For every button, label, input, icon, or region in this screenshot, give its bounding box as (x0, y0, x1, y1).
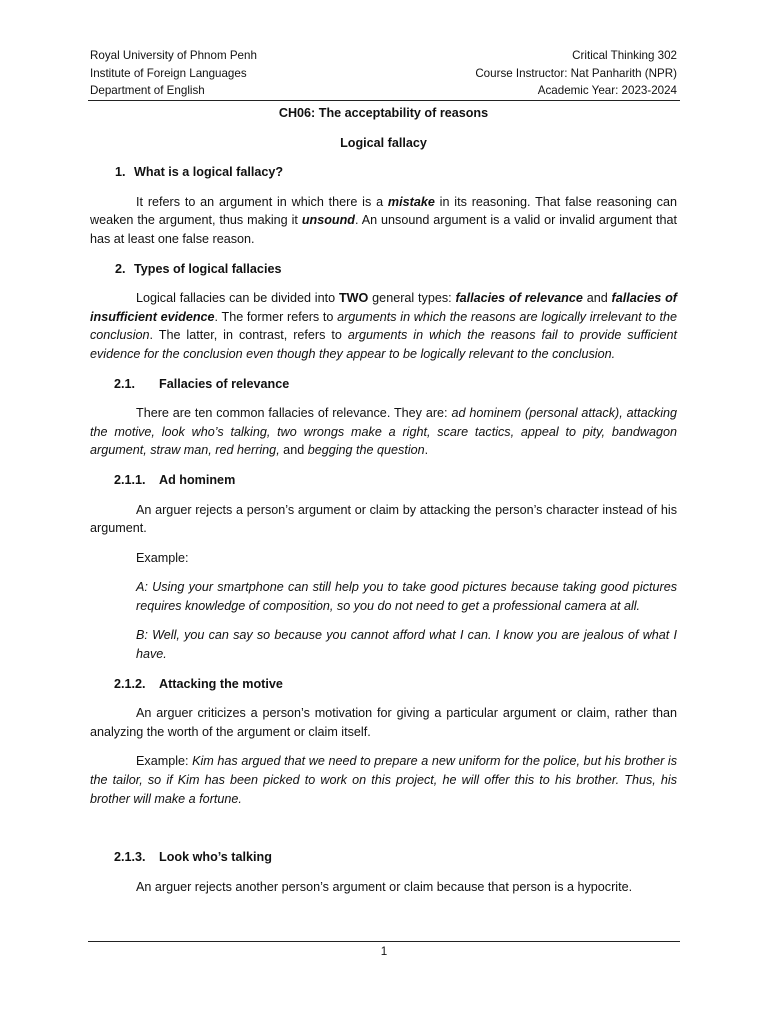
heading-2-1: 2.1. Fallacies of relevance (114, 376, 290, 391)
course-name: Critical Thinking 302 (572, 49, 677, 62)
chapter-title: CH06: The acceptability of reasons (278, 106, 489, 120)
department-name: Department of English (90, 84, 205, 97)
heading-2-1-3: 2.1.3. Look who’s talking (114, 850, 272, 865)
page-body (90, 102, 677, 896)
header-divider (88, 100, 680, 101)
heading-2: 2. Types of logical fallacies (115, 261, 282, 276)
heading-2-1-2: 2.1.2. Attacking the motive (114, 676, 283, 691)
heading-2-1-1: 2.1.1. Ad hominem (114, 472, 236, 487)
paragraph-motive: An arguer criticizes a person’s motivation for giving a particular argument or claim, rather than analyzing the worth of the argument or claim itself. (90, 706, 677, 739)
example-a: A: Using your smartphone can still help you to take good pictures because taking good pictures requires knowledge of composition, so you do not need to get a professional camera at all. (136, 580, 677, 613)
university-name: Royal University of Phnom Penh (90, 49, 257, 62)
paragraph-look-whos-talking: An arguer rejects another person’s argument or claim because that person is a hypocrite. (136, 879, 633, 894)
paragraph-relevance: There are ten common fallacies of relevance. They are: ad hominem (personal attack), attacking the motive, look who’s talking, two wrongs make a right, scare tactics, appeal to pity, bandwagon argument, straw man, red herring, and begging the question. (90, 406, 677, 458)
paragraph-types: Logical fallacies can be divided into TWO general types: fallacies of relevance and fallacies of insufficient evidence. The former refers to arguments in which the reasons are logically irrelevant to the conclusion. The latter, in contrast, refers to arguments in which the reasons fail to provide sufficient evidence for the conclusion even though they appear to be logically relevant to the conclusion. (90, 291, 677, 361)
example-label: Example: (136, 550, 189, 565)
header-left (90, 47, 257, 100)
header-right (475, 47, 677, 100)
academic-year: Academic Year: 2023-2024 (537, 84, 677, 97)
paragraph-ad-hominem: An arguer rejects a person’s argument or claim by attacking the person’s character instead of his argument. (90, 502, 677, 536)
section-subtitle: Logical fallacy (340, 135, 427, 150)
page-number: 1 (380, 945, 388, 958)
example-b: B: Well, you can say so because you cannot afford what I can. I know you are jealous of what I have. (136, 628, 677, 662)
footer-divider (88, 941, 680, 942)
heading-1: 1. What is a logical fallacy? (115, 165, 284, 180)
institute-name: Institute of Foreign Languages (90, 66, 247, 80)
course-instructor: Course Instructor: Nat Panharith (NPR) (475, 66, 677, 80)
example-motive: Example: Kim has argued that we need to prepare a new uniform for the police, but his brother is the tailor, so if Kim has been picked to work on this project, he will offer this to his brother. Thus, his brother will make a fortune. (90, 754, 677, 806)
paragraph-definition: It refers to an argument in which there is a mistake in its reasoning. That false reasoning can weaken the argument, thus making it unsound. An unsound argument is a valid or invalid argument that has at least one false reason. (90, 194, 677, 246)
